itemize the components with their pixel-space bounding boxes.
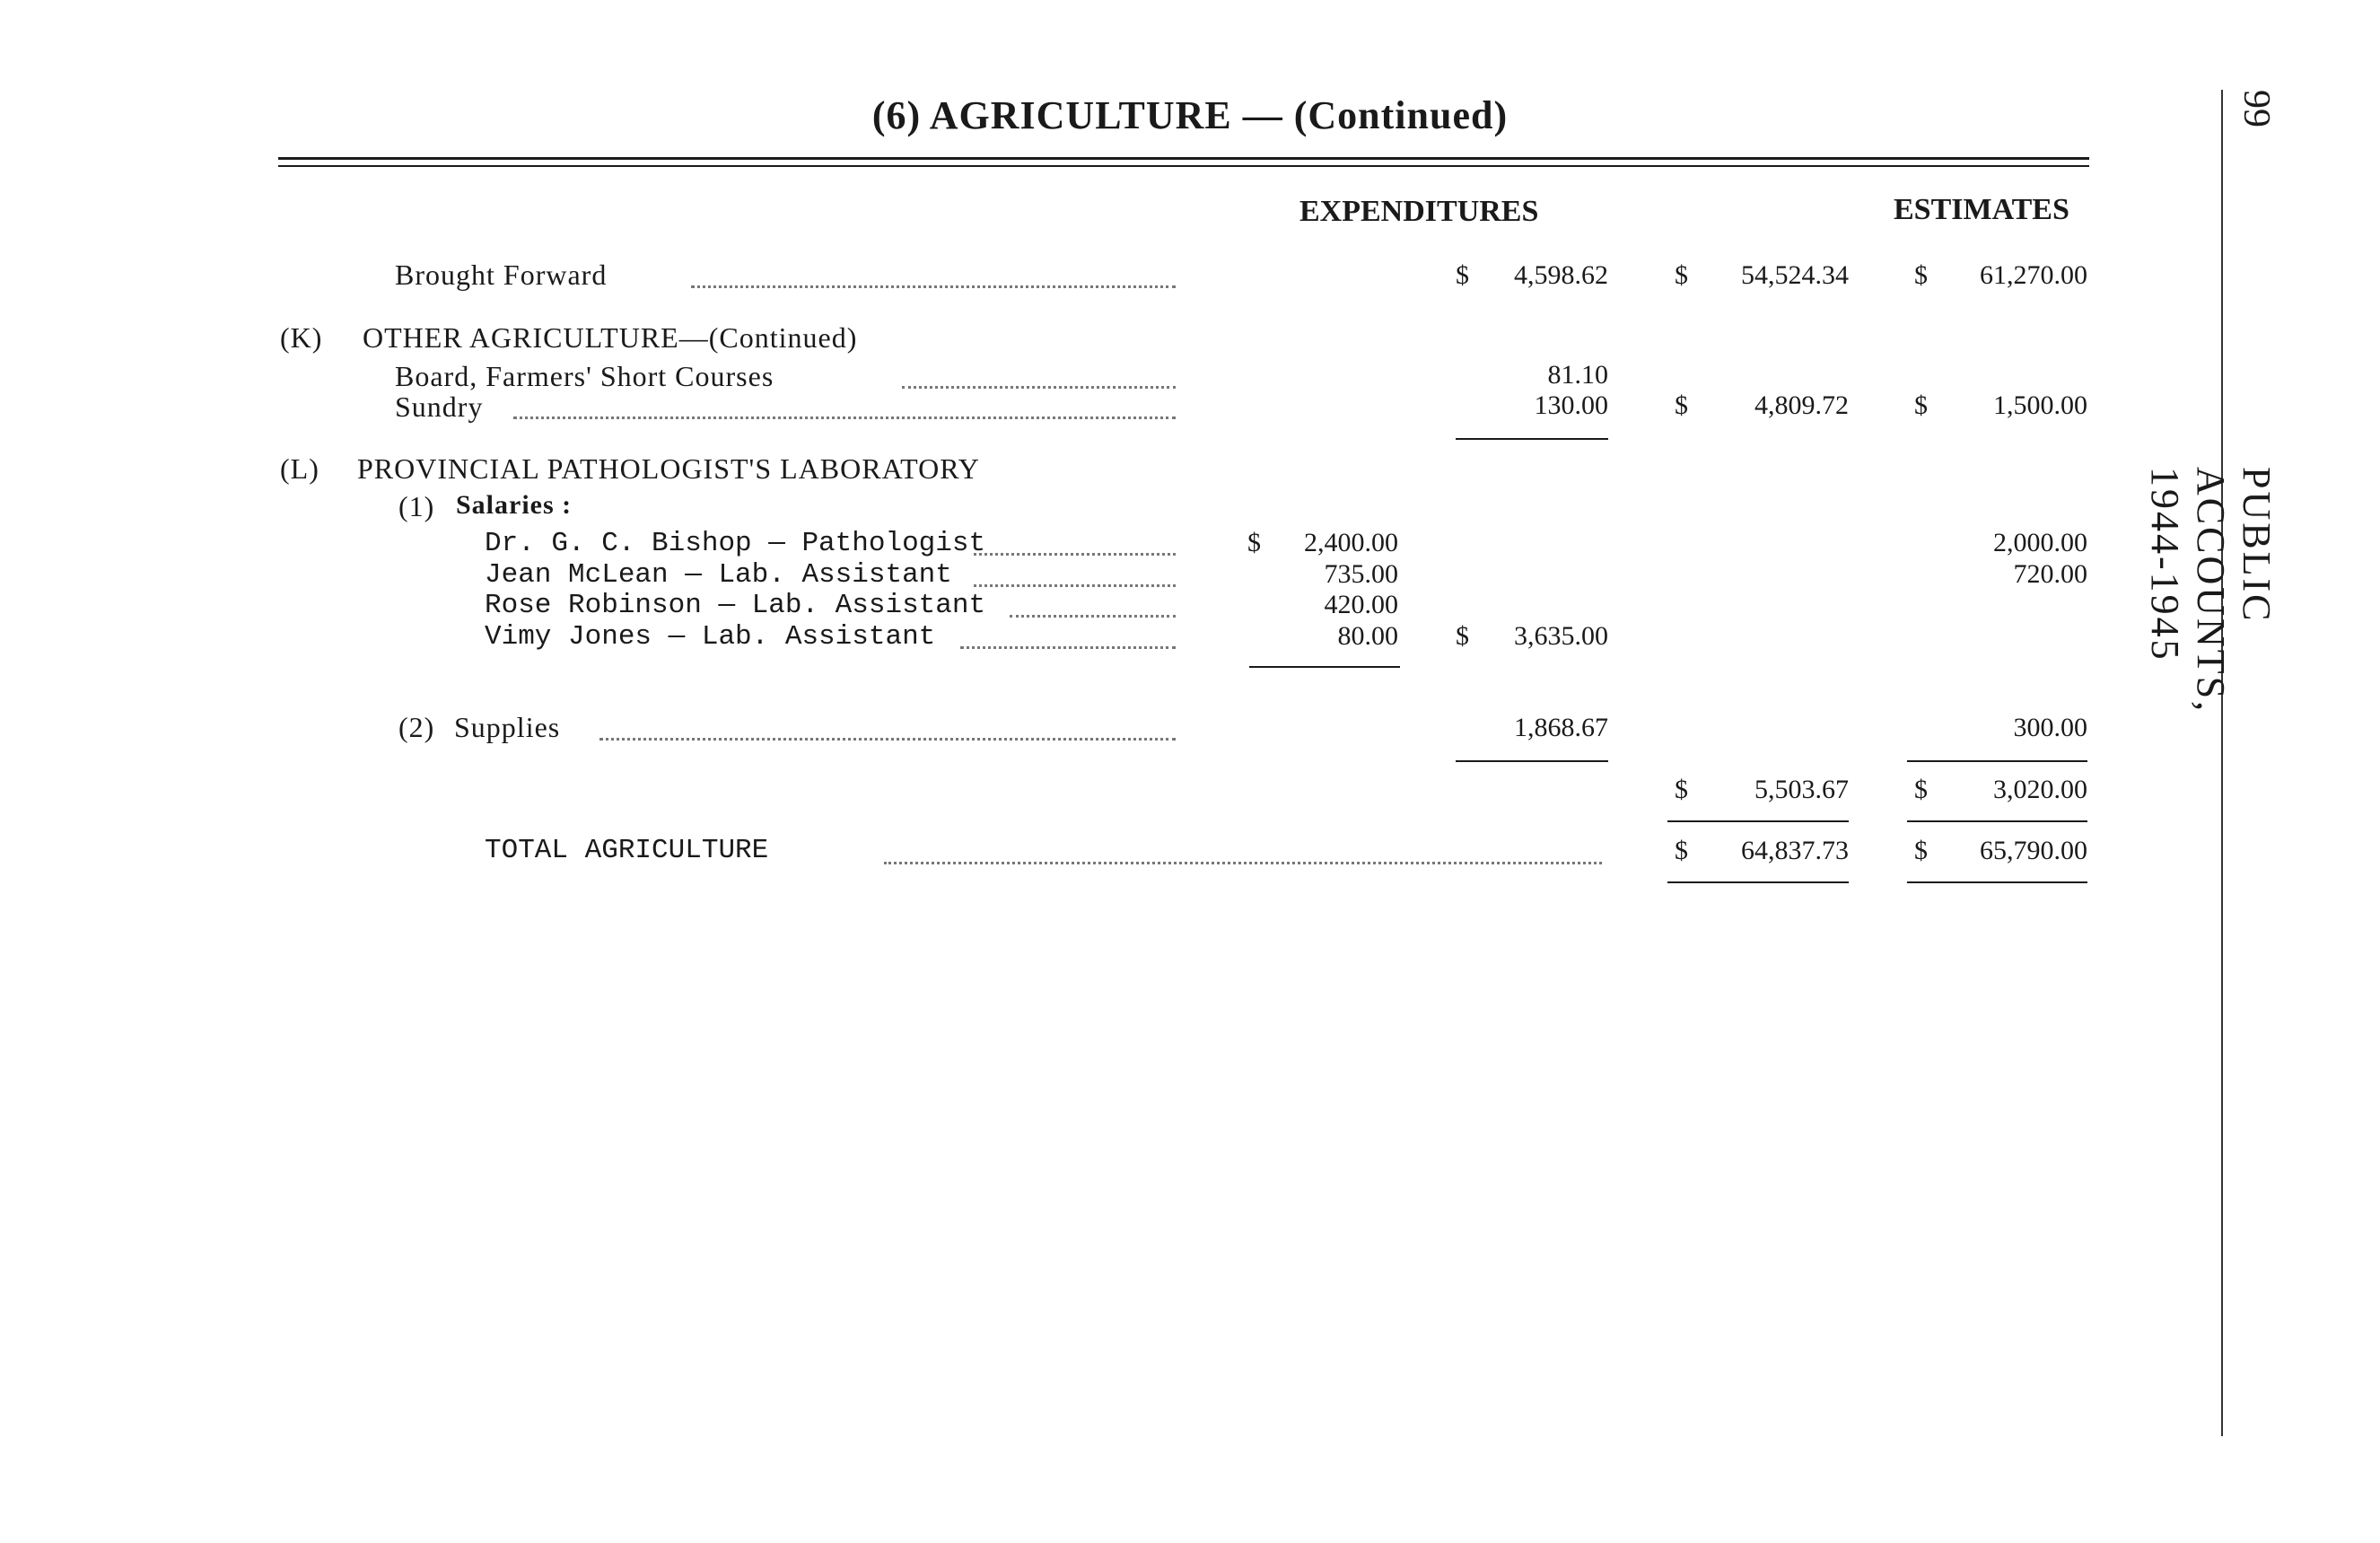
dollar-sign: $ (1914, 775, 1928, 804)
salaries-expenditure: 3,635.00 (1514, 621, 1608, 651)
subtotal-estimate: 3,020.00 (1993, 775, 2087, 804)
brought-forward-estimate: 61,270.00 (1980, 260, 2087, 290)
leader-dots (902, 386, 1176, 389)
mclean-amount: 735.00 (1324, 559, 1398, 589)
underline (1456, 438, 1608, 440)
subtotal-total: 5,503.67 (1754, 775, 1849, 804)
robinson-amount: 420.00 (1324, 590, 1398, 619)
mclean-label: Jean McLean — Lab. Assistant (485, 559, 952, 591)
jones-label: Vimy Jones — Lab. Assistant (485, 621, 936, 653)
jones-amount: 80.00 (1337, 621, 1398, 651)
underline (1907, 760, 2087, 762)
leader-dots (691, 285, 1176, 288)
title-rule-top (278, 157, 2089, 160)
underline (1667, 820, 1849, 822)
estimates-header: ESTIMATES (1894, 193, 2069, 226)
brought-forward-total: 54,524.34 (1741, 260, 1849, 290)
dollar-sign: $ (1914, 260, 1928, 290)
section-l-heading: PROVINCIAL PATHOLOGIST'S LABORATORY (357, 452, 980, 485)
total-amount: 64,837.73 (1741, 836, 1849, 865)
leader-dots (884, 862, 1602, 864)
margin-rule (2221, 90, 2223, 1436)
dollar-sign: $ (1914, 836, 1928, 865)
sundry-expenditure: 130.00 (1534, 390, 1608, 420)
underline (1907, 820, 2087, 822)
leader-dots (974, 584, 1176, 587)
supplies-estimate: 300.00 (2013, 713, 2087, 742)
supplies-code: (2) (398, 711, 435, 743)
section-k-heading: OTHER AGRICULTURE—(Continued) (363, 321, 858, 354)
total-estimate: 65,790.00 (1980, 836, 2087, 865)
underline (1249, 666, 1400, 668)
supplies-label: Supplies (454, 711, 561, 743)
mclean-estimate: 720.00 (2013, 559, 2087, 589)
sundry-total: 4,809.72 (1754, 390, 1849, 420)
dollar-sign: $ (1675, 775, 1688, 804)
total-label: TOTAL AGRICULTURE (485, 835, 769, 866)
brought-forward-expenditure: 4,598.62 (1514, 260, 1608, 290)
page-number: 99 (2236, 90, 2277, 127)
dollar-sign: $ (1675, 836, 1688, 865)
salaries-label: Salaries : (456, 490, 573, 520)
leader-dots (960, 646, 1176, 649)
leader-dots (599, 738, 1176, 741)
title-rule-bottom (278, 165, 2089, 167)
underline (1456, 760, 1608, 762)
page-title: (6) AGRICULTURE — (Continued) (871, 93, 1509, 137)
brought-forward-label: Brought Forward (395, 259, 608, 291)
bishop-amount: 2,400.00 (1304, 528, 1398, 557)
leader-dots (1010, 615, 1176, 618)
running-title: PUBLIC ACCOUNTS, 1944-1945 (2143, 467, 2279, 715)
dollar-sign: $ (1675, 390, 1688, 420)
leader-dots (974, 553, 1176, 556)
double-underline (1667, 881, 1849, 883)
section-k-code: (K) (280, 321, 323, 354)
dollar-sign: $ (1914, 390, 1928, 420)
bishop-estimate: 2,000.00 (1993, 528, 2087, 557)
dollar-sign: $ (1456, 621, 1469, 651)
sundry-estimate: 1,500.00 (1993, 390, 2087, 420)
bishop-label: Dr. G. C. Bishop — Pathologist (485, 528, 986, 559)
sundry-label: Sundry (395, 390, 484, 423)
robinson-label: Rose Robinson — Lab. Assistant (485, 590, 986, 621)
salaries-code: (1) (398, 490, 435, 522)
leader-dots (513, 416, 1176, 419)
dollar-sign: $ (1675, 260, 1688, 290)
double-underline (1907, 881, 2087, 883)
board-label: Board, Farmers' Short Courses (395, 360, 774, 392)
board-expenditure: 81.10 (1547, 360, 1608, 390)
section-l-code: (L) (280, 452, 319, 485)
expenditures-header: EXPENDITURES (1299, 195, 1539, 228)
dollar-sign: $ (1247, 528, 1261, 557)
supplies-expenditure: 1,868.67 (1514, 713, 1608, 742)
dollar-sign: $ (1456, 260, 1469, 290)
